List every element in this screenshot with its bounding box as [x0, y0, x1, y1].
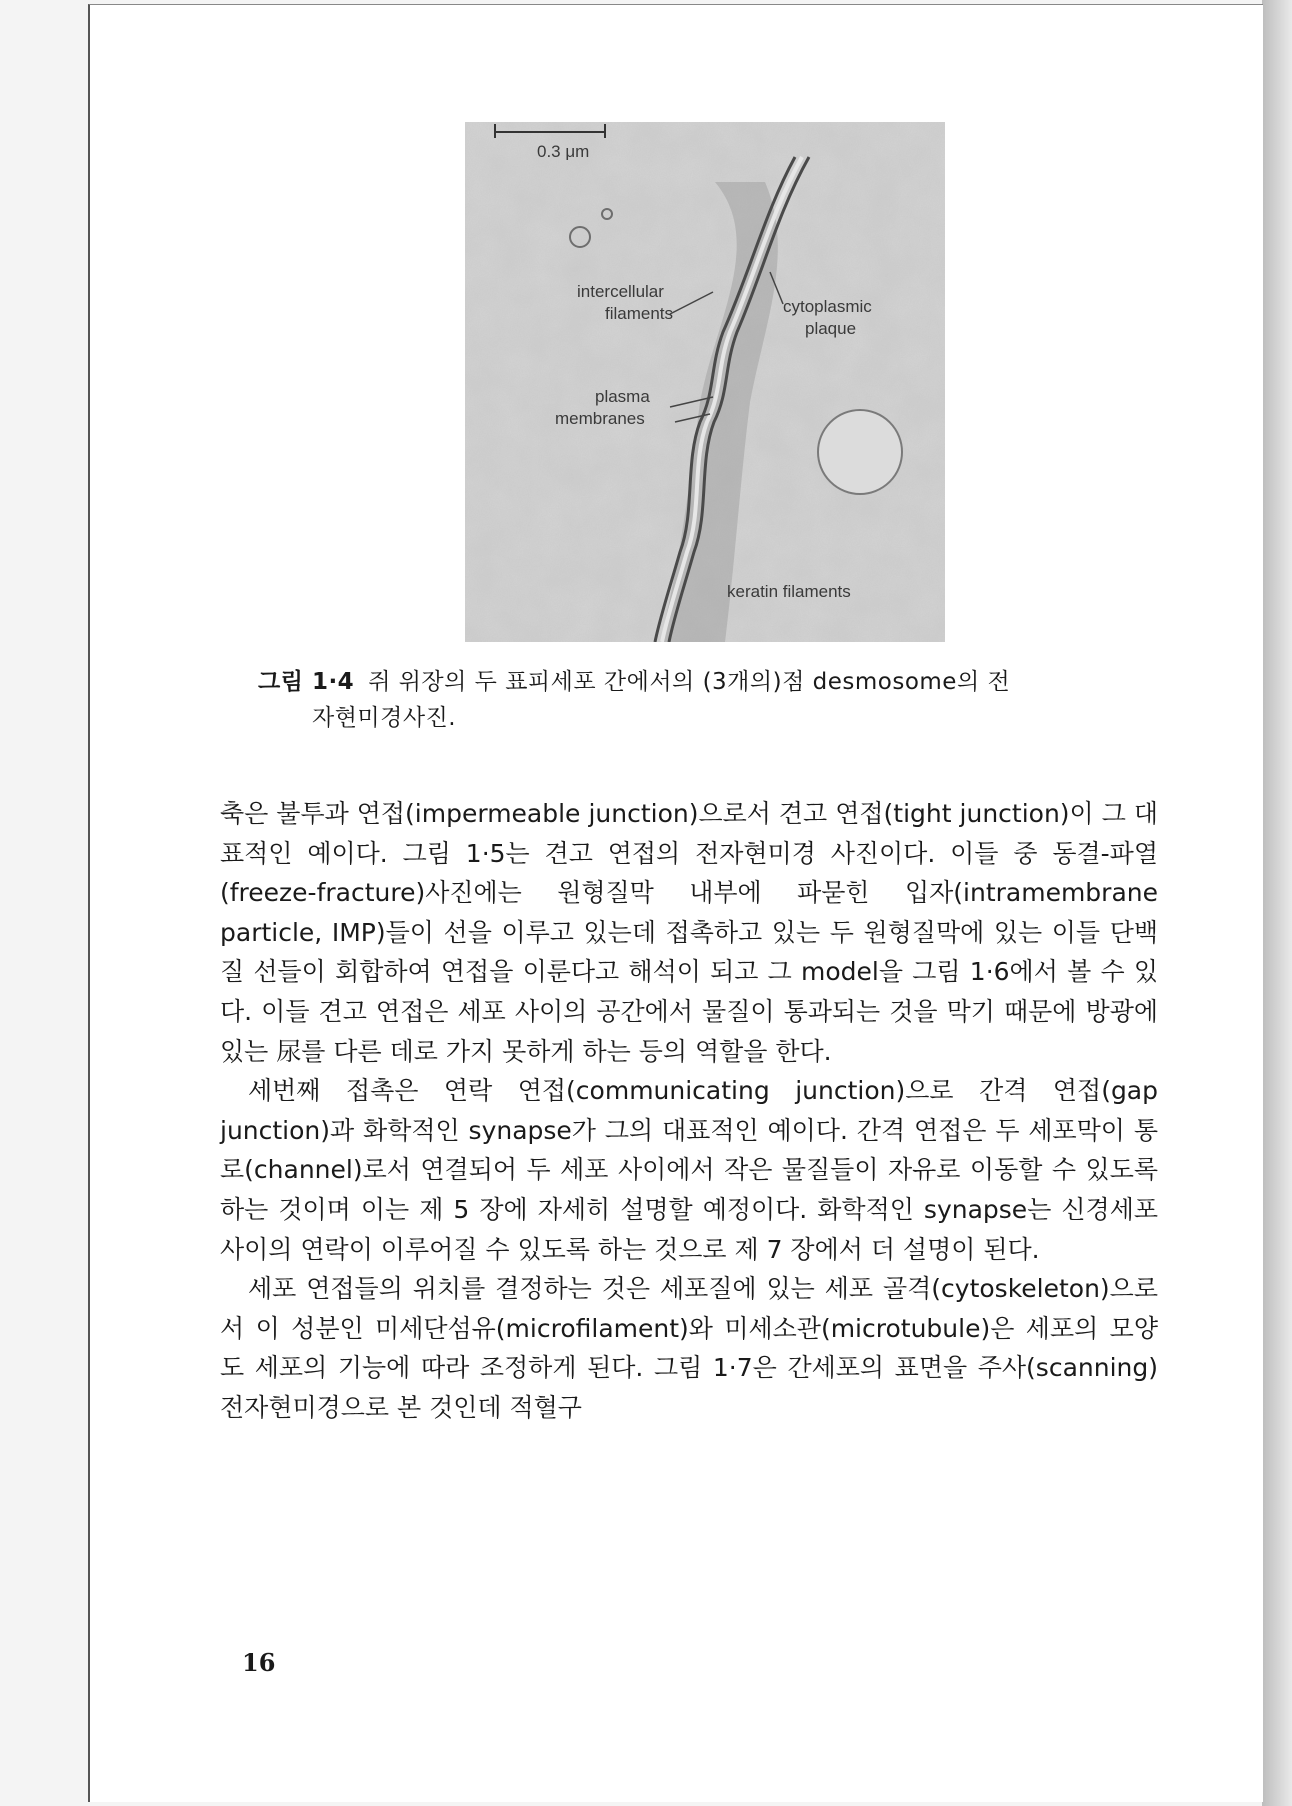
paragraph-1: 축은 불투과 연접(impermeable junction)으로서 견고 연접(tight junction)이 그 대표적인 예이다. 그림 1·5는 견고 연접의 전자현미경 사진이다. 이들 중 동결-파열(freeze-fracture)사진에는 원형질막 내부에 파묻힌 입자(intramembrane particle, IMP)들이 선을 이루고 있는데 접촉하고 있는 두 원형질막에 있는 이들 단백질 선들이 회합하여 연접을 이룬다고 해석이 되고 그 model을 그림 1·6에서 볼 수 있다. 이들 견고 연접은 세포 사이의 공간에서 물질이 통과되는 것을 막기 때문에 방광에 있는 尿를 다른 데로 가지 못하게 하는 등의 역할을 한다. — [220, 799, 1158, 1066]
paragraph-2: 세번째 접촉은 연락 연접(communicating junction)으로 간격 연접(gap junction)과 화학적인 synapse가 그의 대표적인 예이다. 간격 연접은 두 세포막이 통로(channel)로서 연결되어 두 세포 사이에서 작은 물질들이 자유로 이동할 수 있도록 하는 것이며 이는 제 5 장에 자세히 설명할 예정이다. 화학적인 synapse는 신경세포 사이의 연락이 이루어질 수 있도록 하는 것으로 제 7 장에서 더 설명이 된다. — [220, 1076, 1158, 1264]
label-membranes: membranes — [555, 409, 645, 428]
caption-line-1: 쥐 위장의 두 표피세포 간에서의 (3개의)점 desmosome의 전 — [368, 669, 1011, 695]
caption-line-2: 자현미경사진. — [312, 705, 457, 731]
label-plasma: plasma — [595, 387, 650, 406]
label-cytoplasmic: cytoplasmic — [783, 297, 872, 316]
body-text — [220, 794, 1158, 1428]
page-edge-shadow — [1262, 0, 1292, 1806]
paragraph-3: 세포 연접들의 위치를 결정하는 것은 세포질에 있는 세포 골격(cytoskeleton)으로서 이 성분인 미세단섬유(microfilament)와 미세소관(microtubule)은 세포의 모양도 세포의 기능에 따라 조정하게 된다. 그림 1·7은 간세포의 표면을 주사(scanning) 전자현미경으로 본 것인데 적혈구 — [220, 1274, 1158, 1422]
label-filaments: filaments — [605, 304, 674, 323]
label-plaque: plaque — [805, 319, 857, 338]
micrograph-image — [465, 122, 945, 642]
page-number: 16 — [242, 1648, 276, 1677]
label-keratin-filaments: keratin filaments — [727, 582, 851, 601]
caption-number: 그림 1·4 — [258, 669, 355, 695]
figure-caption — [258, 664, 1138, 736]
label-intercellular: intercellular — [577, 282, 664, 301]
scale-bar-label: 0.3 μm — [537, 142, 590, 161]
electron-micrograph — [465, 122, 945, 642]
